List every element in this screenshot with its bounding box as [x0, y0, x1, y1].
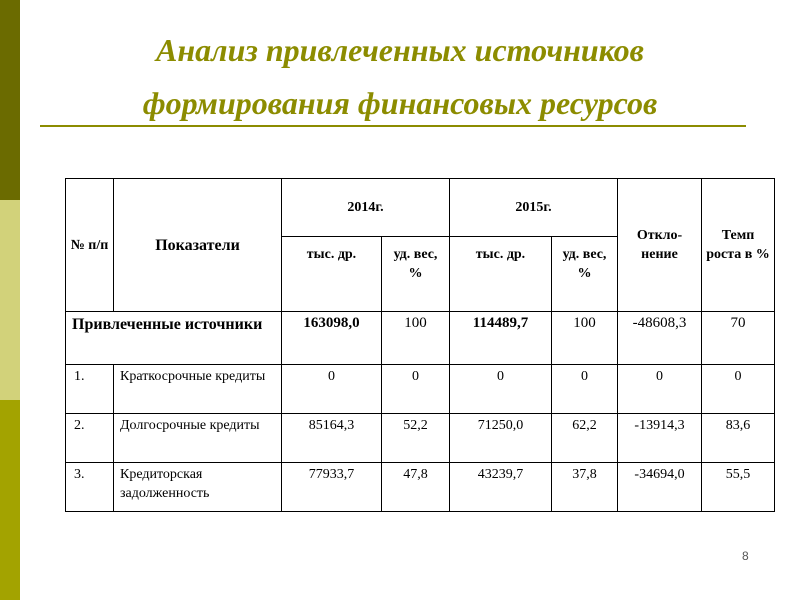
cell-growth: 70 — [702, 312, 775, 365]
subheader-amount-2014: тыс. др. — [282, 237, 382, 312]
slide-title-line2: формирования финансовых ресурсов — [142, 85, 658, 121]
table-row — [66, 463, 775, 512]
col-header-indicator: Показатели — [114, 179, 282, 312]
col-header-num: № п/п — [66, 179, 114, 312]
col-header-2015: 2015г. — [450, 179, 618, 237]
subheader-share-2015: уд. вес, % — [552, 237, 618, 312]
cell-deviation: -13914,3 — [618, 414, 702, 463]
cell-label: Кредиторская задолженность — [114, 463, 282, 512]
cell-num: 2. — [66, 414, 114, 463]
slide-title-line1: Анализ привлеченных источников — [156, 32, 644, 68]
cell-num: 1. — [66, 365, 114, 414]
subheader-amount-2015: тыс. др. — [450, 237, 552, 312]
cell-growth: 0 — [702, 365, 775, 414]
cell-amount-2015: 0 — [450, 365, 552, 414]
cell-amount-2014: 163098,0 — [282, 312, 382, 365]
cell-label: Привлеченные источники — [66, 312, 282, 365]
col-header-2014: 2014г. — [282, 179, 450, 237]
table-row — [66, 365, 775, 414]
resources-table — [65, 178, 775, 512]
sidebar-block-light — [0, 200, 20, 400]
cell-share-2014: 52,2 — [382, 414, 450, 463]
cell-share-2015: 62,2 — [552, 414, 618, 463]
cell-num: 3. — [66, 463, 114, 512]
cell-share-2014: 100 — [382, 312, 450, 365]
cell-growth: 83,6 — [702, 414, 775, 463]
subheader-share-2014: уд. вес, % — [382, 237, 450, 312]
cell-amount-2014: 0 — [282, 365, 382, 414]
cell-growth: 55,5 — [702, 463, 775, 512]
table-row — [66, 312, 775, 365]
cell-share-2014: 47,8 — [382, 463, 450, 512]
table-row — [66, 414, 775, 463]
cell-share-2015: 0 — [552, 365, 618, 414]
title-divider — [40, 125, 746, 127]
cell-share-2015: 100 — [552, 312, 618, 365]
cell-label: Долгосрочные кредиты — [114, 414, 282, 463]
cell-share-2014: 0 — [382, 365, 450, 414]
sidebar-block-dark — [0, 0, 20, 200]
cell-amount-2014: 85164,3 — [282, 414, 382, 463]
cell-deviation: -34694,0 — [618, 463, 702, 512]
slide-title — [40, 24, 760, 130]
page-number: 8 — [742, 549, 749, 563]
cell-amount-2015: 43239,7 — [450, 463, 552, 512]
cell-deviation: 0 — [618, 365, 702, 414]
header-row-1 — [66, 179, 775, 237]
cell-amount-2015: 114489,7 — [450, 312, 552, 365]
cell-amount-2014: 77933,7 — [282, 463, 382, 512]
cell-share-2015: 37,8 — [552, 463, 618, 512]
cell-amount-2015: 71250,0 — [450, 414, 552, 463]
cell-label: Краткосрочные кредиты — [114, 365, 282, 414]
sidebar-decoration — [0, 0, 20, 600]
sidebar-block-mid — [0, 400, 20, 600]
cell-deviation: -48608,3 — [618, 312, 702, 365]
col-header-growth: Темп роста в % — [702, 179, 775, 312]
col-header-deviation: Откло-нение — [618, 179, 702, 312]
